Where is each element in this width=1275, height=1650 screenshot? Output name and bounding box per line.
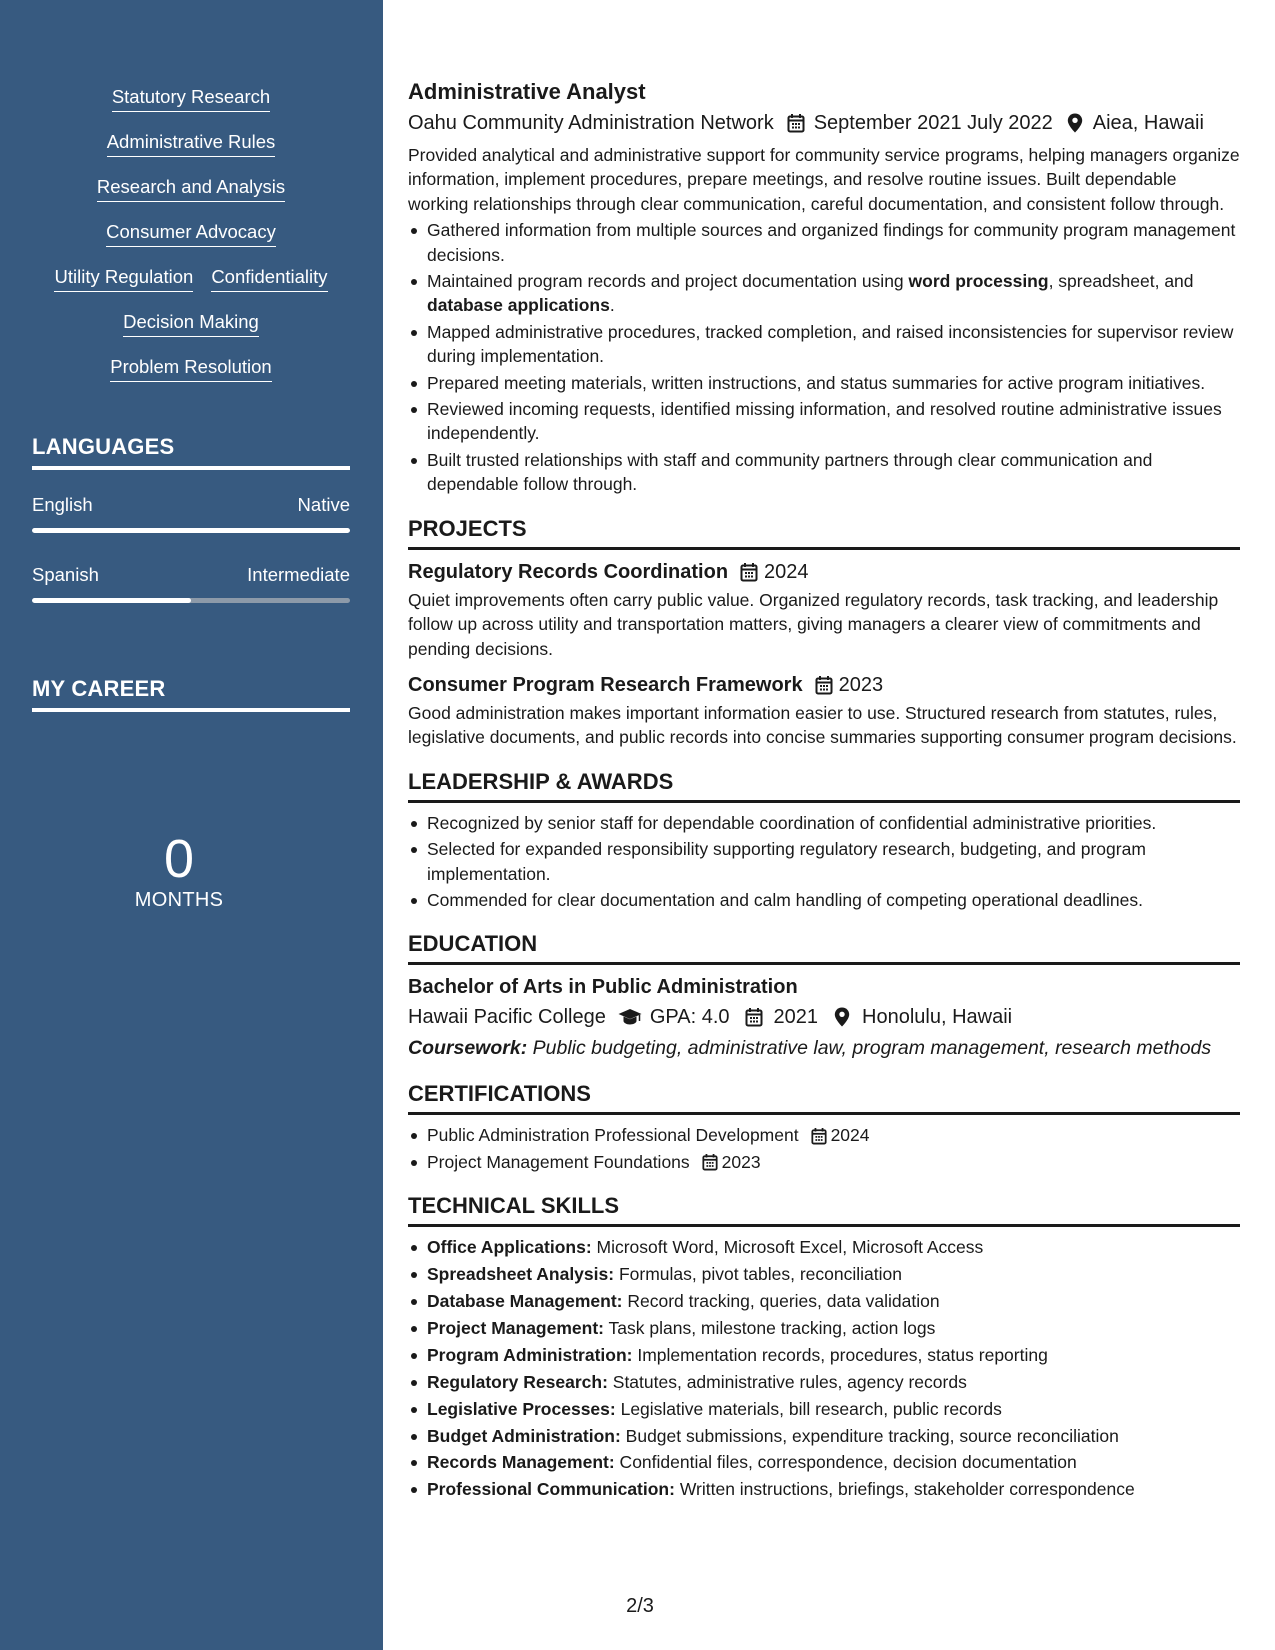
certifications-section bbox=[408, 1080, 1240, 1174]
list-item: Spreadsheet Analysis: Formulas, pivot tables, reconciliation bbox=[408, 1262, 1240, 1286]
projects-section bbox=[408, 515, 1240, 750]
section-heading: TECHNICAL SKILLS bbox=[408, 1192, 1240, 1227]
project-title: Regulatory Records Coordination bbox=[408, 560, 729, 583]
language-level-fill bbox=[32, 598, 191, 603]
list-item bbox=[408, 1123, 1240, 1147]
project-year: 2024 bbox=[764, 560, 809, 583]
career-unit: MONTHS bbox=[134, 889, 224, 911]
technical-skills-section bbox=[408, 1192, 1240, 1502]
list-item: Selected for expanded responsibility supporting regulatory research, budgeting, and program implementation. bbox=[408, 837, 1240, 886]
project-entry bbox=[408, 558, 1240, 661]
calendar-icon bbox=[740, 562, 758, 582]
graduation-year: 2021 bbox=[773, 1006, 819, 1029]
list-item: Records Management: Confidential files, correspondence, decision documentation bbox=[408, 1450, 1240, 1474]
list-item bbox=[408, 1150, 1240, 1174]
calendar-icon bbox=[702, 1153, 718, 1171]
list-item: Maintained program records and project documentation using word processing, spreadsheet, and database applications. bbox=[408, 269, 1240, 318]
section-heading: CERTIFICATIONS bbox=[408, 1080, 1240, 1115]
page-number: 2/3 bbox=[626, 1595, 654, 1617]
list-item: Built trusted relationships with staff and community partners through clear communication and dependable follow through. bbox=[408, 448, 1240, 497]
list-item: Commended for clear documentation and calm handling of competing operational deadlines. bbox=[408, 888, 1240, 912]
language-name: English bbox=[32, 494, 93, 515]
calendar-icon bbox=[815, 675, 833, 695]
main-content bbox=[408, 78, 1240, 1504]
languages-heading: LANGUAGES bbox=[32, 434, 350, 470]
skill-tag: Research and Analysis bbox=[97, 176, 285, 202]
language-level: Native bbox=[297, 494, 350, 515]
skill-row bbox=[32, 86, 350, 131]
company-name: Oahu Community Administration Network bbox=[408, 112, 774, 134]
certification-name: Public Administration Professional Development bbox=[427, 1125, 799, 1146]
skill-tag: Utility Regulation bbox=[54, 266, 193, 292]
map-pin-icon bbox=[830, 1006, 854, 1028]
skill-tag: Administrative Rules bbox=[107, 131, 276, 157]
skill-row bbox=[32, 221, 350, 266]
job-dates: September 2021 July 2022 bbox=[813, 112, 1053, 134]
project-description: Quiet improvements often carry public value. Organized regulatory records, task tracking, and leadership follow up across utility and transportation matters, giving managers a clearer view of commitments and pending decisions. bbox=[408, 589, 1219, 659]
job-meta bbox=[408, 109, 1240, 137]
certifications-list bbox=[408, 1123, 1240, 1174]
skill-tag: Decision Making bbox=[123, 311, 259, 337]
list-item: Project Management: Task plans, milestone tracking, action logs bbox=[408, 1316, 1240, 1340]
section-heading: LEADERSHIP & AWARDS bbox=[408, 768, 1240, 803]
degree-title: Bachelor of Arts in Public Administration bbox=[408, 976, 798, 999]
map-pin-icon bbox=[1065, 112, 1085, 134]
graduation-cap-icon bbox=[618, 1006, 642, 1028]
list-item: Budget Administration: Budget submissions, expenditure tracking, source reconciliation bbox=[408, 1424, 1240, 1448]
list-item: Reviewed incoming requests, identified missing information, and resolved routine administrative issues independently. bbox=[408, 397, 1240, 446]
list-item: Legislative Processes: Legislative materials, bill research, public records bbox=[408, 1397, 1240, 1421]
list-item: Prepared meeting materials, written instructions, and status summaries for active program initiatives. bbox=[408, 371, 1240, 395]
list-item: Mapped administrative procedures, tracked completion, and raised inconsistencies for supervisor review during implementation. bbox=[408, 320, 1240, 369]
job-title: Administrative Analyst bbox=[408, 79, 646, 104]
language-level-fill bbox=[32, 528, 350, 533]
project-title: Consumer Program Research Framework bbox=[408, 673, 803, 696]
career-value: 0 bbox=[163, 829, 195, 889]
skill-tag: Problem Resolution bbox=[110, 356, 271, 382]
leadership-list bbox=[408, 811, 1240, 913]
job-summary: Provided analytical and administrative support for community service programs, helping managers organize information, implement procedures, prepare meetings, and resolve routine issues. Built dependable working relationships through clear communication, careful documentation, and consistent follow through. bbox=[408, 145, 1240, 214]
list-item: Regulatory Research: Statutes, administrative rules, agency records bbox=[408, 1370, 1240, 1394]
leadership-section bbox=[408, 768, 1240, 913]
skill-row bbox=[32, 266, 350, 311]
skill-row bbox=[32, 311, 350, 356]
language-spanish bbox=[32, 564, 350, 603]
language-english bbox=[32, 494, 350, 533]
list-item: Professional Communication: Written instructions, briefings, stakeholder correspondence bbox=[408, 1477, 1240, 1501]
career-heading: MY CAREER bbox=[32, 676, 350, 712]
list-item: Program Administration: Implementation records, procedures, status reporting bbox=[408, 1343, 1240, 1367]
project-entry bbox=[408, 671, 1240, 750]
language-level-bar bbox=[32, 528, 350, 533]
career-duration bbox=[0, 830, 358, 912]
list-item: Gathered information from multiple sources and organized findings for community program management decisions. bbox=[408, 218, 1240, 267]
school-name: Hawaii Pacific College bbox=[408, 1006, 606, 1029]
job-bullets bbox=[408, 218, 1240, 496]
experience-entry bbox=[408, 78, 1240, 497]
language-name: Spanish bbox=[32, 564, 99, 585]
job-location: Aiea, Hawaii bbox=[1092, 112, 1204, 134]
calendar-icon bbox=[786, 112, 806, 134]
technical-skills-list bbox=[408, 1235, 1240, 1502]
calendar-icon bbox=[811, 1127, 827, 1145]
skill-tag: Confidentiality bbox=[211, 266, 327, 292]
list-item: Recognized by senior staff for dependable coordination of confidential administrative priorities. bbox=[408, 811, 1240, 835]
language-level-bar bbox=[32, 598, 350, 603]
project-description: Good administration makes important information easier to use. Structured research from statutes, rules, legislative documents, and public records into concise summaries supporting consumer program decisions. bbox=[408, 702, 1237, 748]
section-heading: EDUCATION bbox=[408, 930, 1240, 965]
certification-year: 2024 bbox=[830, 1125, 870, 1146]
skill-tag: Statutory Research bbox=[112, 86, 270, 112]
skill-tag: Consumer Advocacy bbox=[106, 221, 276, 247]
education-section bbox=[408, 930, 1240, 1062]
calendar-icon bbox=[742, 1006, 766, 1028]
list-item: Database Management: Record tracking, queries, data validation bbox=[408, 1289, 1240, 1313]
skills-list bbox=[32, 86, 350, 401]
skill-row bbox=[32, 356, 350, 401]
list-item: Office Applications: Microsoft Word, Microsoft Excel, Microsoft Access bbox=[408, 1235, 1240, 1259]
section-heading: PROJECTS bbox=[408, 515, 1240, 550]
gpa: GPA: 4.0 bbox=[649, 1006, 730, 1029]
project-year: 2023 bbox=[838, 673, 884, 696]
certification-year: 2023 bbox=[721, 1151, 761, 1172]
skill-row bbox=[32, 131, 350, 176]
language-level: Intermediate bbox=[247, 564, 350, 585]
sidebar bbox=[0, 0, 383, 1650]
education-meta bbox=[408, 1003, 1240, 1031]
school-location: Honolulu, Hawaii bbox=[862, 1006, 1013, 1029]
certification-name: Project Management Foundations bbox=[427, 1151, 690, 1172]
skill-row bbox=[32, 176, 350, 221]
coursework: Coursework: Public budgeting, administrative law, program management, research methods bbox=[408, 1037, 1212, 1060]
